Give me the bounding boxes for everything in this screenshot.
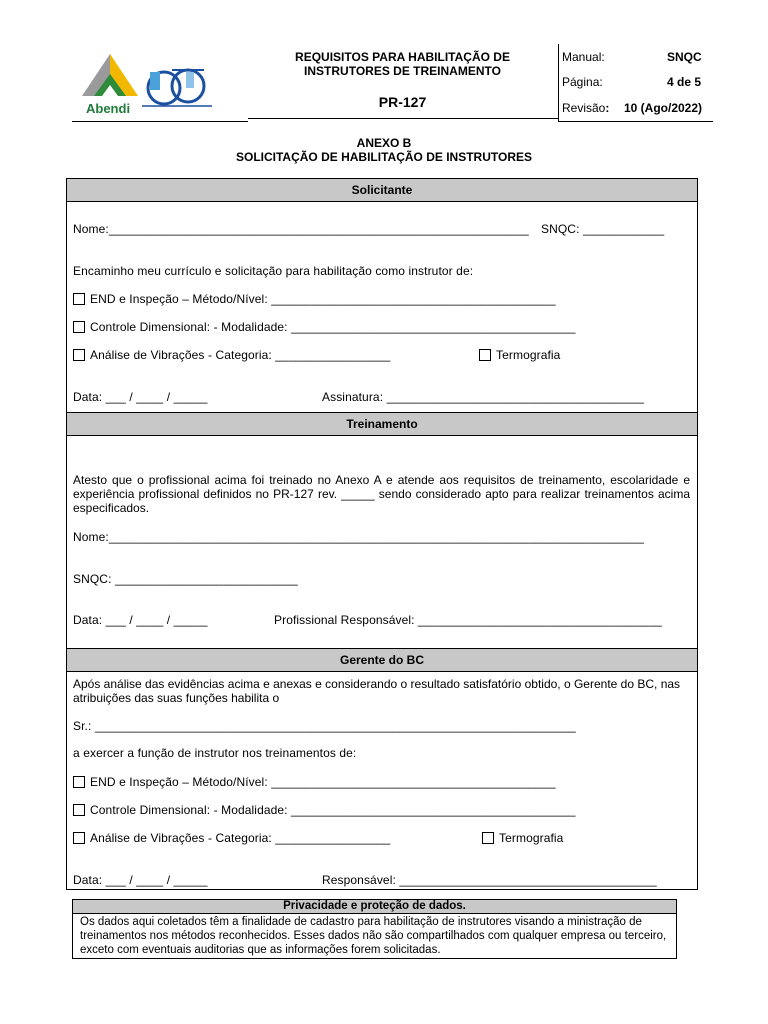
- treinamento-data-field[interactable]: Data: ___ / ____ / _____: [73, 613, 208, 627]
- snqc-logo: [142, 66, 214, 110]
- header-rule-left: [72, 121, 248, 122]
- solicitante-termo-option[interactable]: Termografia: [479, 348, 560, 362]
- gerente-sr-field[interactable]: Sr.: _______________________________________________________________________: [73, 719, 576, 733]
- header-divider: [558, 44, 559, 122]
- vibration-checkbox[interactable]: [73, 349, 85, 361]
- treinamento-paragraph: Atesto que o profissional acima foi treinado no Anexo A e atende aos requisitos de treinamento, escolaridade e experiência profissional definidos no PR-127 rev. _____ sendo considerado apto para realizar treinamentos acima especificados.: [73, 473, 690, 515]
- page-value: 4 de 5: [667, 75, 702, 89]
- header-rule-right: [558, 121, 713, 122]
- gerente-data-field[interactable]: Data: ___ / ____ / _____: [73, 873, 208, 887]
- solicitante-assinatura-field[interactable]: Assinatura: ______________________________________: [322, 390, 644, 404]
- privacy-text: Os dados aqui coletados têm a finalidade de cadastro para habilitação de instrutores visando a ministração de treinamentos nos métodos reconhecidos. Esses dados não são compartilhados com qualquer empresa ou terceiro, exceto com eventuais auditorias que as informações forem solicitadas.: [80, 916, 667, 956]
- section-header-treinamento: Treinamento: [67, 412, 697, 436]
- end-checkbox[interactable]: [73, 776, 85, 788]
- header-rule-mid: [248, 118, 558, 119]
- solicitante-dim-option[interactable]: Controle Dimensional: - Modalidade: __________________________________________: [73, 320, 576, 334]
- annex-title: ANEXO B: [356, 136, 412, 150]
- abendi-logo: [80, 52, 142, 116]
- end-checkbox[interactable]: [73, 293, 85, 305]
- manual-label: Manual:: [562, 50, 605, 64]
- treinamento-snqc-field[interactable]: SNQC: ___________________________: [73, 572, 298, 586]
- termografia-checkbox[interactable]: [482, 832, 494, 844]
- gerente-end-option[interactable]: END e Inspeção – Método/Nível: __________________________________________: [73, 775, 556, 789]
- solicitante-data-field[interactable]: Data: ___ / ____ / _____: [73, 390, 208, 404]
- solicitante-end-option[interactable]: END e Inspeção – Método/Nível: __________________________________________: [73, 292, 556, 306]
- solicitante-vib-option[interactable]: Análise de Vibrações - Categoria: _________________: [73, 348, 390, 362]
- section-header-solicitante: Solicitante: [67, 178, 697, 202]
- document-title: REQUISITOS PARA HABILITAÇÃO DE INSTRUTORES DE TREINAMENTO: [295, 50, 510, 78]
- treinamento-responsavel-field[interactable]: Profissional Responsável: ____________________________________: [274, 613, 662, 627]
- termografia-checkbox[interactable]: [479, 349, 491, 361]
- privacy-header: Privacidade e proteção de dados.: [73, 900, 676, 914]
- gerente-termo-option[interactable]: Termografia: [482, 831, 563, 845]
- revision-value: 10 (Ago/2022): [624, 101, 703, 115]
- gerente-dim-option[interactable]: Controle Dimensional: - Modalidade: __________________________________________: [73, 803, 576, 817]
- solicitante-snqc-field[interactable]: SNQC: ____________: [541, 222, 665, 236]
- treinamento-nome-field[interactable]: Nome:_______________________________________________________________________________: [73, 530, 644, 544]
- abendi-logo-text: Abendi: [86, 101, 131, 116]
- document-code: PR-127: [378, 94, 427, 110]
- dimensional-checkbox[interactable]: [73, 321, 85, 333]
- solicitante-intro: Encaminho meu currículo e solicitação para habilitação como instrutor de:: [73, 264, 474, 278]
- revision-label: Revisão:: [562, 101, 610, 115]
- solicitante-nome-field[interactable]: Nome:______________________________________________________________: [73, 222, 529, 236]
- gerente-vib-option[interactable]: Análise de Vibrações - Categoria: _________________: [73, 831, 390, 845]
- section-header-gerente: Gerente do BC: [67, 648, 697, 672]
- gerente-responsavel-field[interactable]: Responsável: ______________________________________: [322, 873, 657, 887]
- page-label: Página:: [562, 75, 603, 89]
- dimensional-checkbox[interactable]: [73, 804, 85, 816]
- gerente-exercer-text: a exercer a função de instrutor nos treinamentos de:: [73, 746, 357, 760]
- gerente-paragraph: Após análise das evidências acima e anexas e considerando o resultado satisfatório obtido, o Gerente do BC, nas atribuições das suas funções habilita o: [73, 677, 681, 705]
- manual-value: SNQC: [667, 50, 702, 64]
- vibration-checkbox[interactable]: [73, 832, 85, 844]
- annex-subtitle: SOLICITAÇÃO DE HABILITAÇÃO DE INSTRUTORES: [235, 150, 532, 164]
